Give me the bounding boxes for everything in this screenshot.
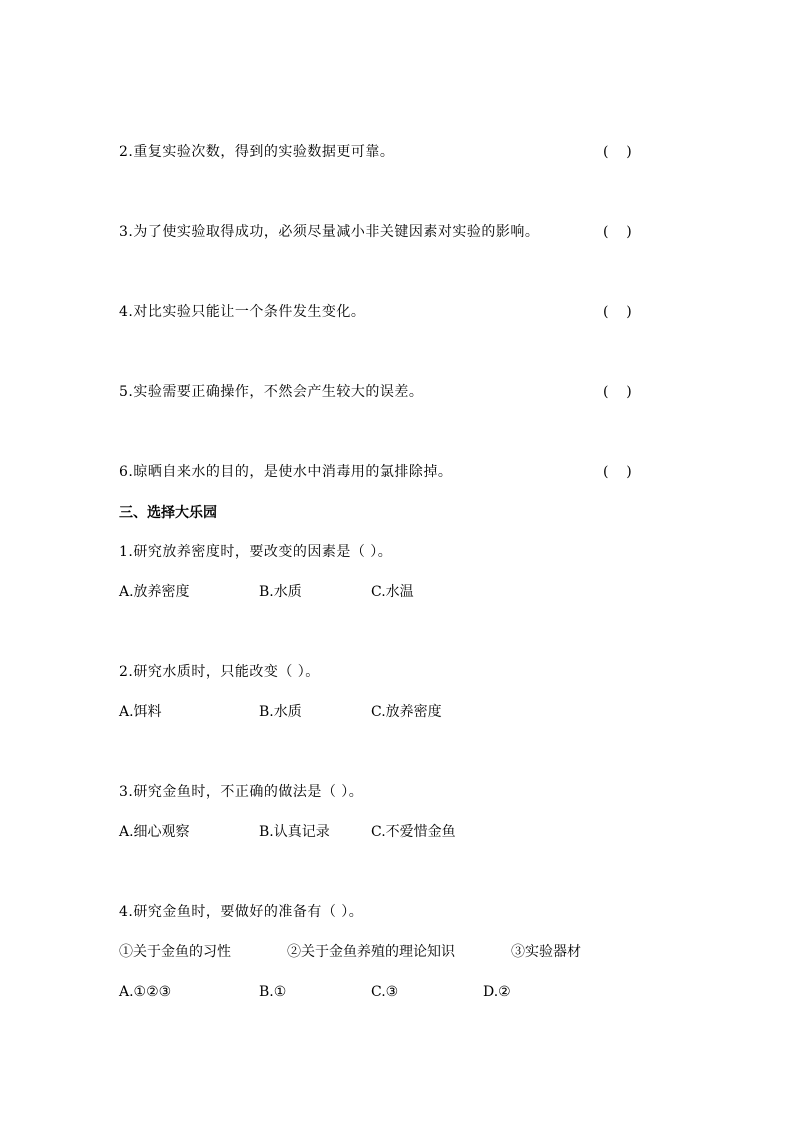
judgment-statement: 2.重复实验次数，得到的实验数据更可靠。 xyxy=(119,144,395,160)
option-a[interactable]: A.放养密度 xyxy=(119,584,190,600)
statement-2: ②关于金鱼养殖的理论知识 xyxy=(287,944,455,960)
question-stem: 1.研究放养密度时，要改变的因素是（ ）。 xyxy=(119,544,393,560)
statement-1: ①关于金鱼的习性 xyxy=(119,944,231,960)
answer-bracket[interactable]: ( ) xyxy=(603,464,632,480)
answer-bracket[interactable]: ( ) xyxy=(603,224,632,240)
judgment-statement: 3.为了使实验取得成功，必须尽量减小非关键因素对实验的影响。 xyxy=(119,224,540,240)
option-b[interactable]: B.水质 xyxy=(259,584,302,600)
option-a[interactable]: A.饵料 xyxy=(119,704,162,720)
option-b[interactable]: B.认真记录 xyxy=(259,824,330,840)
section-heading: 三、选择大乐园 xyxy=(119,505,217,521)
statement-3: ③实验器材 xyxy=(511,944,581,960)
option-b[interactable]: B.① xyxy=(259,984,287,1000)
judgment-statement: 4.对比实验只能让一个条件发生变化。 xyxy=(119,304,366,320)
option-c[interactable]: C.不爱惜金鱼 xyxy=(371,824,456,840)
option-a[interactable]: A.①②③ xyxy=(119,984,172,1000)
option-c[interactable]: C.水温 xyxy=(371,584,414,600)
question-stem: 3.研究金鱼时，不正确的做法是（ ）。 xyxy=(119,784,364,800)
judgment-statement: 5.实验需要正确操作，不然会产生较大的误差。 xyxy=(119,384,424,400)
question-stem: 4.研究金鱼时，要做好的准备有（ ）。 xyxy=(119,904,364,920)
question-stem: 2.研究水质时，只能改变（ ）。 xyxy=(119,664,320,680)
answer-bracket[interactable]: ( ) xyxy=(603,144,632,160)
answer-bracket[interactable]: ( ) xyxy=(603,384,632,400)
option-b[interactable]: B.水质 xyxy=(259,704,302,720)
option-c[interactable]: C.③ xyxy=(371,984,399,1000)
option-a[interactable]: A.细心观察 xyxy=(119,824,190,840)
judgment-statement: 6.晾晒自来水的目的，是使水中消毒用的氯排除掉。 xyxy=(119,464,453,480)
option-c[interactable]: C.放养密度 xyxy=(371,704,442,720)
answer-bracket[interactable]: ( ) xyxy=(603,304,632,320)
option-d[interactable]: D.② xyxy=(483,984,511,1000)
